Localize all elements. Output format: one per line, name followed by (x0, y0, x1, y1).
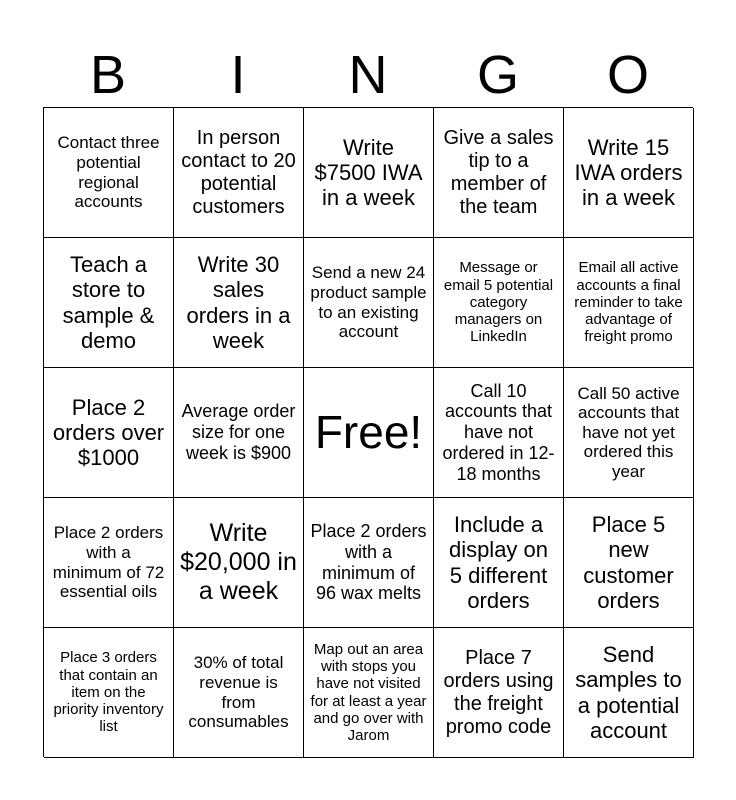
bingo-cell[interactable] (304, 108, 434, 238)
cell-text: Call 50 active accounts that have not yet ordered this year (577, 383, 680, 481)
cell-text: Send samples to a potential account (575, 641, 682, 743)
cell-text: Place 2 orders with a minimum of 96 wax melts (310, 521, 427, 604)
bingo-cell[interactable] (564, 108, 694, 238)
bingo-cell[interactable] (304, 498, 434, 628)
cell-text: Send a new 24 product sample to an existing account (310, 263, 427, 342)
cell-text: Teach a store to sample & demo (62, 251, 155, 353)
bingo-cell[interactable] (564, 628, 694, 758)
cell-text: Include a display on 5 different orders (448, 511, 549, 613)
header-letter-n: N (348, 45, 388, 105)
bingo-board (43, 107, 693, 757)
bingo-cell[interactable] (434, 368, 564, 498)
cell-text: Place 7 orders using the freight promo code (443, 646, 554, 738)
cell-text: Average order size for one week is $900 (181, 401, 296, 463)
bingo-cell[interactable] (174, 238, 304, 368)
cell-text: Contact three potential regional accounts (57, 133, 160, 212)
cell-text: 30% of total revenue is from consumables (188, 653, 289, 732)
bingo-cell[interactable] (304, 238, 434, 368)
cell-text: Write 30 sales orders in a week (186, 251, 291, 353)
bingo-header (43, 45, 693, 105)
bingo-cell[interactable] (44, 238, 174, 368)
header-letter-g: G (476, 45, 519, 105)
cell-text: Map out an area with stops you have not visited for at least a year and go over with Jarom (310, 640, 427, 744)
bingo-cell[interactable] (174, 628, 304, 758)
cell-text: Place 2 orders with a minimum of 72 essential oils (52, 523, 165, 602)
cell-text: In person contact to 20 potential customers (181, 126, 296, 218)
free-space-cell[interactable] (304, 368, 434, 498)
bingo-cell[interactable] (434, 108, 564, 238)
cell-text: Give a sales tip to a member of the team (443, 126, 554, 218)
cell-text: Call 10 accounts that have not ordered in 12-18 months (442, 380, 555, 484)
header-letter-o: O (606, 45, 649, 105)
bingo-cell[interactable] (434, 498, 564, 628)
cell-text: Place 5 new customer orders (583, 511, 674, 613)
cell-text: Place 3 orders that contain an item on the priority inventory list (53, 649, 164, 736)
cell-text: Place 2 orders over $1000 (52, 394, 165, 471)
header-letter-b: B (89, 45, 127, 105)
bingo-cell[interactable] (434, 238, 564, 368)
bingo-cell[interactable] (564, 238, 694, 368)
cell-text: Email all active accounts a final reminder to take advantage of freight promo (574, 259, 683, 346)
bingo-cell[interactable] (44, 498, 174, 628)
free-space-text: Free! (314, 406, 423, 459)
cell-text: Write $20,000 in a week (180, 519, 297, 605)
cell-text: Message or email 5 potential category managers on LinkedIn (443, 259, 554, 346)
bingo-cell[interactable] (304, 628, 434, 758)
bingo-cell[interactable] (174, 108, 304, 238)
bingo-cell[interactable] (434, 628, 564, 758)
bingo-cell[interactable] (44, 368, 174, 498)
bingo-cell[interactable] (44, 628, 174, 758)
bingo-cell[interactable] (44, 108, 174, 238)
bingo-cell[interactable] (174, 498, 304, 628)
bingo-cell[interactable] (564, 498, 694, 628)
cell-text: Write 15 IWA orders in a week (574, 134, 683, 211)
header-letter-i: I (230, 45, 246, 105)
cell-text: Write $7500 IWA in a week (314, 134, 423, 211)
bingo-cell[interactable] (174, 368, 304, 498)
bingo-cell[interactable] (564, 368, 694, 498)
